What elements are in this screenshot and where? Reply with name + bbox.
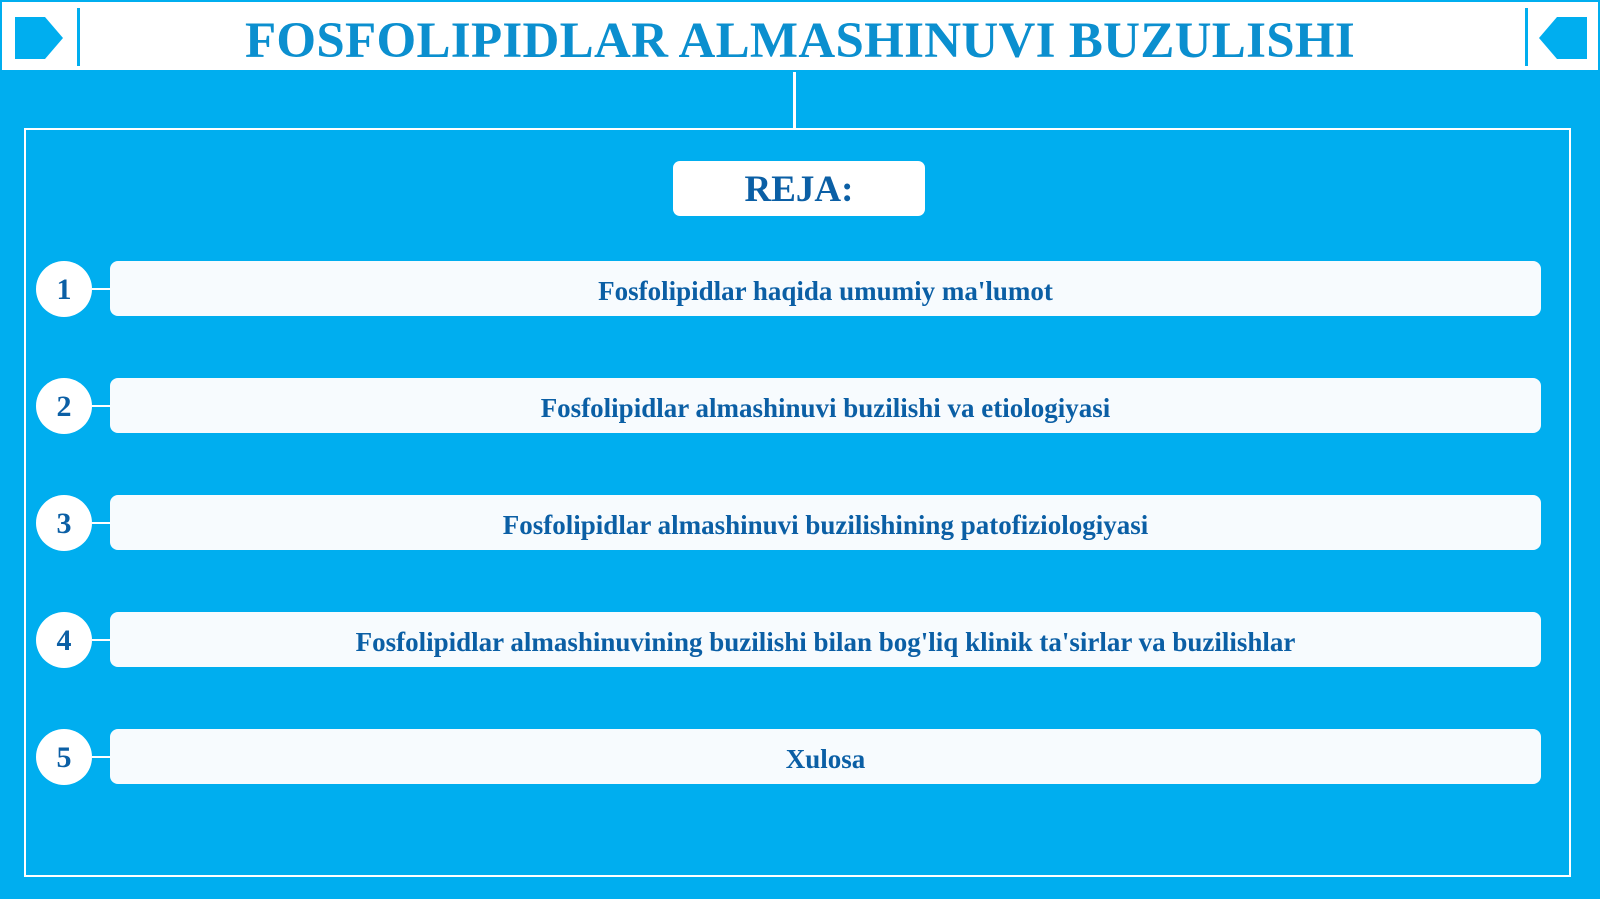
plan-item-number: 4	[36, 612, 92, 668]
plan-item	[36, 612, 1541, 668]
plan-item-number: 1	[36, 261, 92, 317]
page-title: FOSFOLIPIDLAR ALMASHINUVI BUZULISHI	[244, 13, 1356, 69]
header-connector-line	[793, 72, 796, 130]
plan-item	[36, 729, 1541, 785]
plan-item-number: 2	[36, 378, 92, 434]
header-divider-right	[1525, 8, 1528, 66]
plan-item-text: Fosfolipidlar haqida umumiy ma'lumot	[110, 261, 1541, 316]
plan-item-text: Fosfolipidlar almashinuvi buzilishi va etiologiyasi	[110, 378, 1541, 433]
plan-heading: REJA:	[673, 161, 925, 216]
plan-item-text: Fosfolipidlar almashinuvining buzilishi bilan bog'liq klinik ta'sirlar va buzilishlar	[110, 612, 1541, 667]
plan-item-text: Xulosa	[110, 729, 1541, 784]
arrow-left-icon	[1537, 17, 1587, 59]
header-bar	[0, 0, 1600, 72]
plan-item	[36, 495, 1541, 551]
plan-item	[36, 378, 1541, 434]
plan-item-number: 3	[36, 495, 92, 551]
plan-item	[36, 261, 1541, 317]
plan-item-number: 5	[36, 729, 92, 785]
plan-item-text: Fosfolipidlar almashinuvi buzilishining patofiziologiyasi	[110, 495, 1541, 550]
